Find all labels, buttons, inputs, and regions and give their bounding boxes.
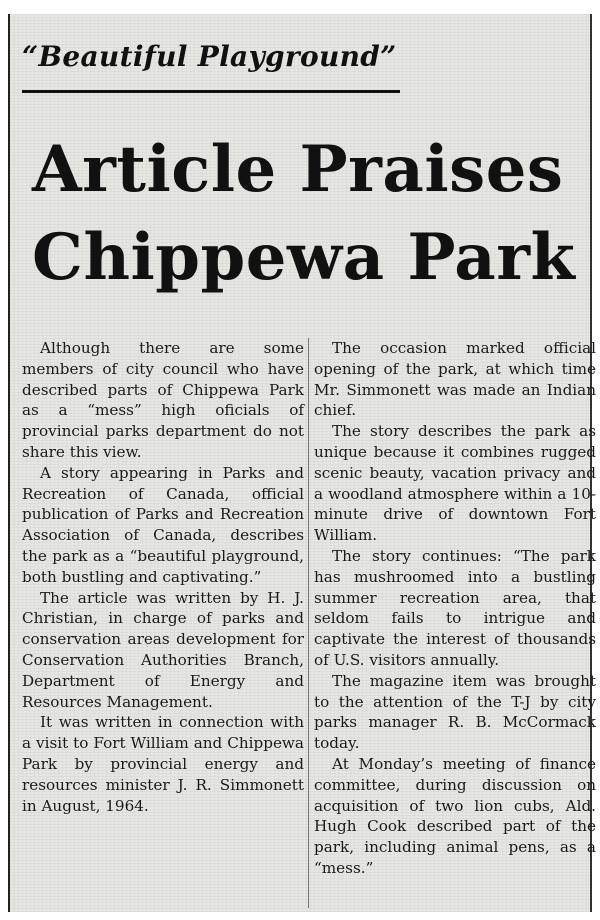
article-paragraph: At Monday’s meeting of finance committee, during discussion on acquisition of two lion cubs, Ald. Hugh Cook described part of the park, including animal pens, as a “mess.”	[314, 754, 596, 877]
kicker-underline	[22, 90, 400, 93]
headline	[32, 126, 592, 302]
kicker-title: “Beautiful Playground”	[22, 40, 397, 73]
article-paragraph: A story appearing in Parks and Recreation of Canada, official publication of Parks and Recreation Association of Canada, describes the park as a “beautiful playground, both bustling and captivating.”	[22, 463, 304, 586]
article-paragraph: The magazine item was brought to the attention of the T-J by city parks manager R. B. McCormack today.	[314, 671, 596, 753]
article-column-right	[314, 338, 596, 879]
article-paragraph: Although there are some members of city council who have described parts of Chippewa Park as a “mess” high oficials of provincial parks department do not share this view.	[22, 339, 304, 461]
article-column-left	[22, 338, 304, 816]
article-paragraph: The article was written by H. J. Christian, in charge of parks and conservation areas development for Conservation Authorities Branch, Department of Energy and Resources Management.	[22, 588, 304, 711]
article-paragraph: The story describes the park as unique because it combines rugged scenic beauty, vacation privacy and a woodland atmosphere within a 10-minute drive of downtown Fort William.	[314, 422, 596, 545]
column-divider	[308, 338, 309, 908]
article-paragraph: It was written in connection with a visit to Fort William and Chippewa Park by provincial energy and resources minister J. R. Simmonett in August, 1964.	[22, 713, 304, 815]
article-paragraph: The story continues: “The park has mushroomed into a bustling summer recreation area, that seldom fails to intrigue and captivate the interest of thousands of U.S. visitors annually.	[314, 546, 596, 669]
headline-line-2: Chippewa Park	[32, 220, 576, 295]
newspaper-clipping	[8, 14, 596, 912]
article-paragraph: The occasion marked official opening of the park, at which time Mr. Simmonett was made an Indian chief.	[314, 339, 596, 420]
headline-line-1: Article Praises	[32, 132, 564, 207]
